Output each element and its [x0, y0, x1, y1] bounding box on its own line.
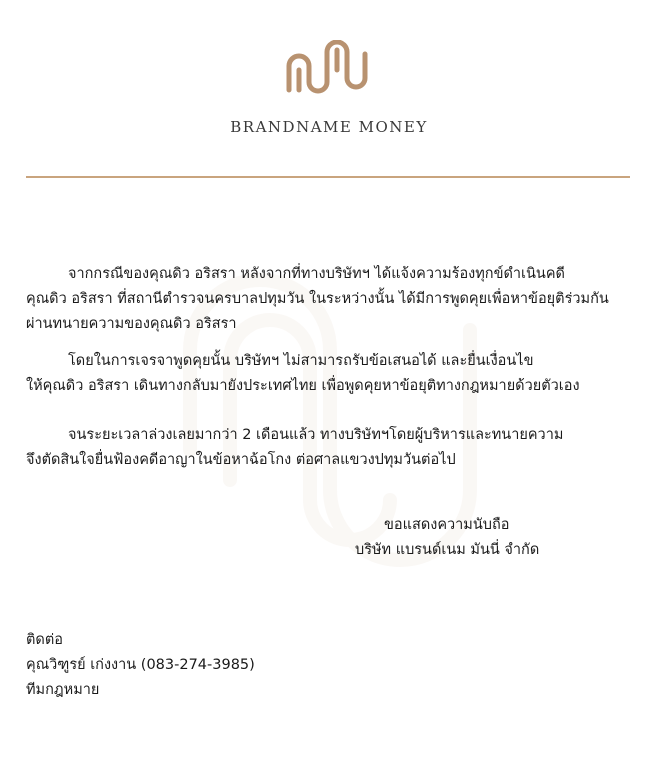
contact-team: ทีมกฎหมาย: [26, 682, 100, 698]
brand-name: BRANDNAME MONEY: [230, 118, 428, 136]
paragraph-2-line-1: โดยในการเจรจาพูดคุยนั้น บริษัทฯ ไม่สามารถรับข้อเสนอได้ และยื่นเงื่อนไข: [68, 353, 534, 369]
paragraph-1-line-2: คุณดิว อริสรา ที่สถานีตำรวจนครบาลปทุมวัน ในระหว่างนั้น ได้มีการพูดคุยเพื่อหาข้อยุติร่วมกัน: [26, 291, 609, 307]
signature-closing: ขอแสดงความนับถือ: [384, 517, 510, 533]
paragraph-1-line-1: จากกรณีของคุณดิว อริสรา หลังจากที่ทางบริษัทฯ ได้แจ้งความร้องทุกข์ดำเนินคดี: [68, 266, 565, 282]
header-divider: [26, 176, 630, 178]
contact-heading: ติดต่อ: [26, 632, 63, 648]
paragraph-3-line-2: จึงตัดสินใจยื่นฟ้องคดีอาญาในข้อหาฉ้อโกง ต่อศาลแขวงปทุมวันต่อไป: [26, 452, 456, 468]
paragraph-2-line-2: ให้คุณดิว อริสรา เดินทางกลับมายังประเทศไทย เพื่อพูดคุยหาข้อยุติทางกฎหมายด้วยตัวเอง: [26, 378, 580, 394]
paragraph-2: [26, 349, 636, 399]
signature-company: บริษัท แบรนด์เนม มันนี่ จำกัด: [355, 542, 540, 558]
paragraph-1-line-3: ผ่านทนายความของคุณดิว อริสรา: [26, 316, 237, 332]
paragraph-1: [26, 262, 636, 337]
contact-person: คุณวิฑูรย์ เก่งงาน (083-274-3985): [26, 657, 255, 673]
contact-block: [26, 628, 255, 703]
paragraph-3: [26, 423, 636, 473]
paragraph-3-line-1: จนระยะเวลาล่วงเลยมากว่า 2 เดือนแล้ว ทางบริษัทฯโดยผู้บริหารและทนายความ: [68, 427, 564, 443]
brandname-money-logo-icon: [283, 40, 373, 100]
